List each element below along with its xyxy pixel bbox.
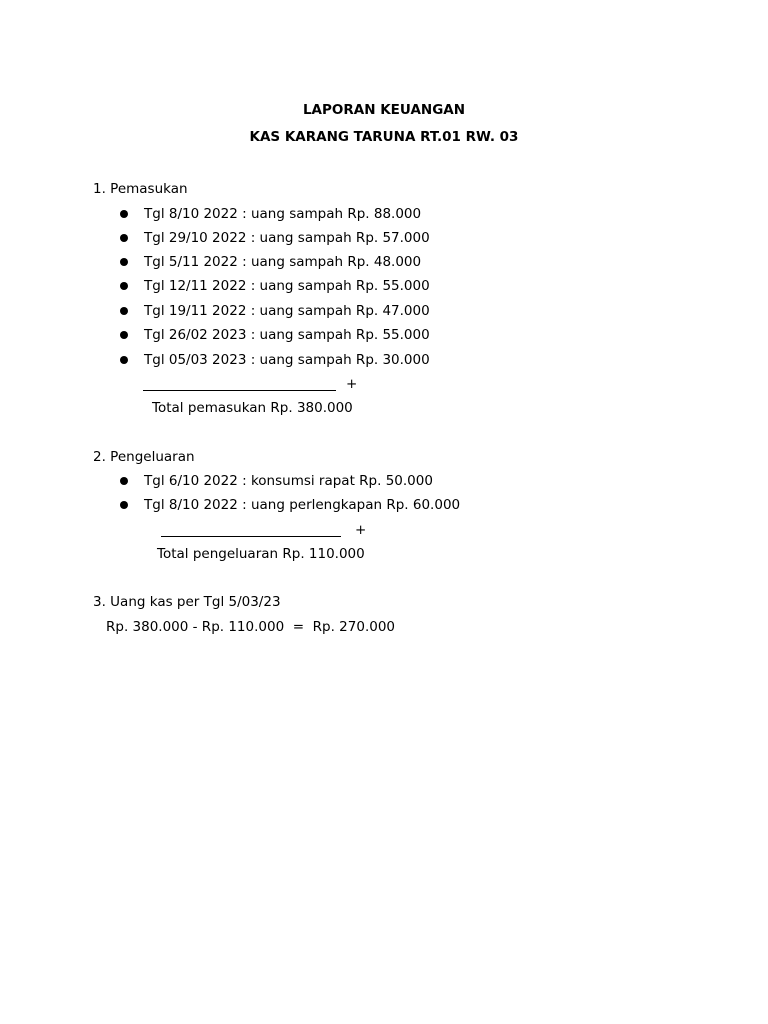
sum-rule [143,390,336,391]
income-item: Tgl 19/11 2022 : uang sampah Rp. 47.000 [144,303,430,319]
sum-rule [161,536,341,537]
income-item: Tgl 29/10 2022 : uang sampah Rp. 57.000 [144,230,430,246]
bullet-icon [120,282,128,290]
income-item: Tgl 26/02 2023 : uang sampah Rp. 55.000 [144,327,430,343]
expense-total: Total pengeluaran Rp. 110.000 [157,546,365,562]
bullet-icon [120,501,128,509]
report-subtitle: KAS KARANG TARUNA RT.01 RW. 03 [249,129,519,145]
expense-item: Tgl 8/10 2022 : uang perlengkapan Rp. 60.000 [144,497,461,513]
income-item: Tgl 8/10 2022 : uang sampah Rp. 88.000 [144,206,422,222]
expense-item: Tgl 6/10 2022 : konsumsi rapat Rp. 50.000 [144,473,433,489]
balance-calculation: Rp. 380.000 - Rp. 110.000 = Rp. 270.000 [106,619,396,635]
bullet-icon [120,234,128,242]
expense-heading: 2. Pengeluaran [93,449,195,465]
report-title: LAPORAN KEUANGAN [302,102,466,118]
bullet-icon [120,210,128,218]
balance-heading: 3. Uang kas per Tgl 5/03/23 [93,594,281,610]
income-item: Tgl 05/03 2023 : uang sampah Rp. 30.000 [144,352,430,368]
income-item: Tgl 12/11 2022 : uang sampah Rp. 55.000 [144,278,430,294]
bullet-icon [120,258,128,266]
income-item: Tgl 5/11 2022 : uang sampah Rp. 48.000 [144,254,422,270]
bullet-icon [120,331,128,339]
bullet-icon [120,356,128,364]
plus-sign: + [355,522,367,538]
income-total: Total pemasukan Rp. 380.000 [152,400,353,416]
plus-sign: + [346,376,358,392]
income-heading: 1. Pemasukan [93,181,188,197]
bullet-icon [120,307,128,315]
bullet-icon [120,477,128,485]
